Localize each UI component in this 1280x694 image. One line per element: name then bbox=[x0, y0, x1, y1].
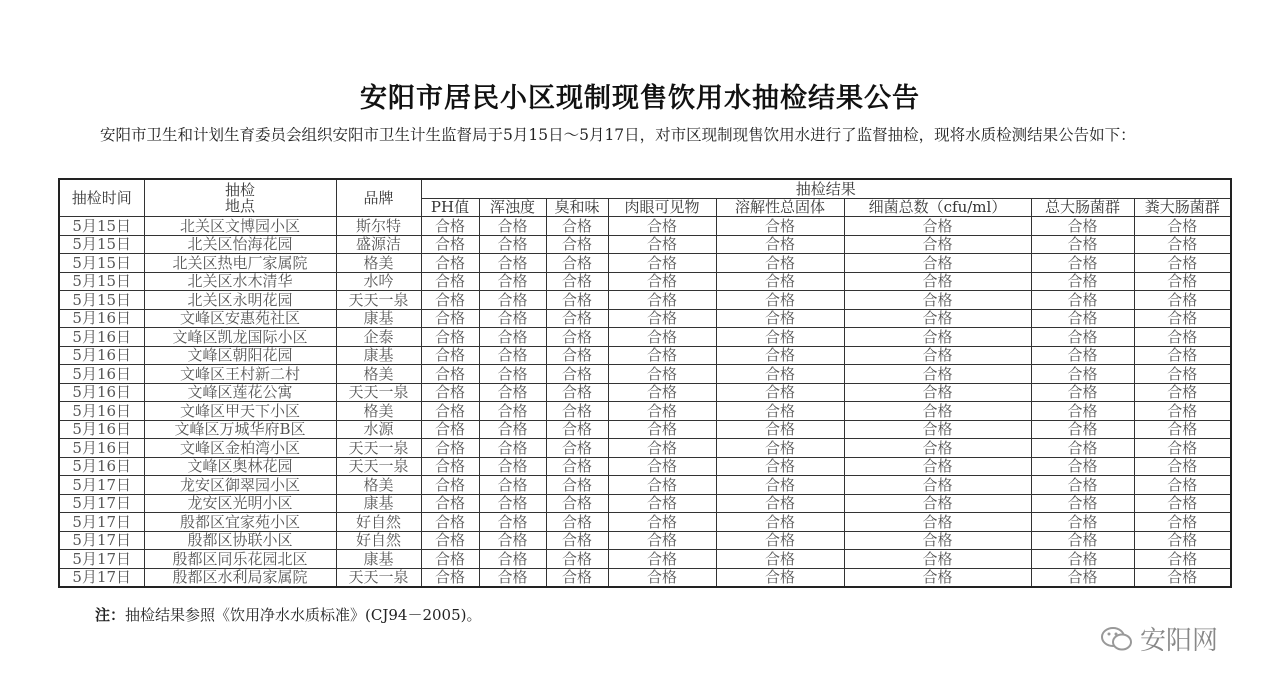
cell-date: 5月15日 bbox=[59, 254, 144, 273]
cell-result: 合格 bbox=[844, 420, 1031, 439]
header-item: 臭和味 bbox=[546, 198, 608, 217]
cell-result: 合格 bbox=[716, 272, 844, 291]
header-item: 浑浊度 bbox=[479, 198, 546, 217]
cell-result: 合格 bbox=[1031, 235, 1134, 254]
table-row bbox=[59, 383, 1231, 402]
cell-result: 合格 bbox=[479, 476, 546, 495]
table-row bbox=[59, 494, 1231, 513]
table-row bbox=[59, 439, 1231, 458]
cell-date: 5月16日 bbox=[59, 420, 144, 439]
cell-result: 合格 bbox=[1134, 309, 1231, 328]
cell-result: 合格 bbox=[1031, 328, 1134, 347]
cell-result: 合格 bbox=[421, 217, 479, 236]
cell-result: 合格 bbox=[716, 254, 844, 273]
cell-result: 合格 bbox=[479, 254, 546, 273]
cell-result: 合格 bbox=[421, 365, 479, 384]
cell-brand: 天天一泉 bbox=[336, 383, 421, 402]
cell-result: 合格 bbox=[421, 420, 479, 439]
table-row bbox=[59, 217, 1231, 236]
cell-result: 合格 bbox=[608, 346, 716, 365]
cell-result: 合格 bbox=[421, 328, 479, 347]
cell-result: 合格 bbox=[716, 513, 844, 532]
cell-place: 龙安区御翠园小区 bbox=[144, 476, 336, 495]
cell-place: 殷都区水利局家属院 bbox=[144, 568, 336, 587]
cell-result: 合格 bbox=[546, 291, 608, 310]
cell-result: 合格 bbox=[546, 235, 608, 254]
cell-result: 合格 bbox=[1031, 254, 1134, 273]
cell-result: 合格 bbox=[421, 383, 479, 402]
cell-date: 5月16日 bbox=[59, 328, 144, 347]
cell-brand: 康基 bbox=[336, 550, 421, 569]
cell-date: 5月15日 bbox=[59, 291, 144, 310]
cell-result: 合格 bbox=[608, 550, 716, 569]
cell-result: 合格 bbox=[844, 476, 1031, 495]
table-row bbox=[59, 235, 1231, 254]
cell-result: 合格 bbox=[716, 494, 844, 513]
cell-result: 合格 bbox=[421, 346, 479, 365]
cell-result: 合格 bbox=[546, 365, 608, 384]
cell-result: 合格 bbox=[716, 476, 844, 495]
cell-result: 合格 bbox=[1134, 254, 1231, 273]
cell-result: 合格 bbox=[1031, 365, 1134, 384]
cell-result: 合格 bbox=[1031, 457, 1134, 476]
cell-result: 合格 bbox=[546, 550, 608, 569]
cell-result: 合格 bbox=[716, 235, 844, 254]
cell-result: 合格 bbox=[1031, 513, 1134, 532]
cell-result: 合格 bbox=[421, 568, 479, 587]
cell-result: 合格 bbox=[608, 291, 716, 310]
cell-result: 合格 bbox=[716, 346, 844, 365]
cell-brand: 天天一泉 bbox=[336, 291, 421, 310]
cell-result: 合格 bbox=[546, 328, 608, 347]
cell-date: 5月16日 bbox=[59, 383, 144, 402]
cell-brand: 天天一泉 bbox=[336, 439, 421, 458]
cell-result: 合格 bbox=[844, 254, 1031, 273]
cell-result: 合格 bbox=[479, 383, 546, 402]
cell-brand: 水吟 bbox=[336, 272, 421, 291]
table-row bbox=[59, 291, 1231, 310]
watermark-text: 安阳网 bbox=[1140, 626, 1219, 656]
cell-brand: 盛源洁 bbox=[336, 235, 421, 254]
table-row bbox=[59, 457, 1231, 476]
cell-result: 合格 bbox=[479, 235, 546, 254]
cell-result: 合格 bbox=[546, 531, 608, 550]
cell-place: 殷都区协联小区 bbox=[144, 531, 336, 550]
cell-result: 合格 bbox=[546, 439, 608, 458]
header-time: 抽检时间 bbox=[59, 179, 144, 217]
cell-date: 5月17日 bbox=[59, 476, 144, 495]
cell-result: 合格 bbox=[421, 254, 479, 273]
cell-place: 文峰区甲天下小区 bbox=[144, 402, 336, 421]
cell-result: 合格 bbox=[844, 328, 1031, 347]
cell-result: 合格 bbox=[844, 531, 1031, 550]
cell-result: 合格 bbox=[1031, 383, 1134, 402]
cell-date: 5月16日 bbox=[59, 309, 144, 328]
cell-result: 合格 bbox=[479, 531, 546, 550]
cell-brand: 企泰 bbox=[336, 328, 421, 347]
table-row bbox=[59, 476, 1231, 495]
table-row bbox=[59, 550, 1231, 569]
cell-result: 合格 bbox=[479, 365, 546, 384]
cell-brand: 天天一泉 bbox=[336, 568, 421, 587]
cell-result: 合格 bbox=[1134, 365, 1231, 384]
cell-place: 文峰区凯龙国际小区 bbox=[144, 328, 336, 347]
cell-brand: 好自然 bbox=[336, 513, 421, 532]
table-row bbox=[59, 365, 1231, 384]
cell-result: 合格 bbox=[844, 365, 1031, 384]
cell-result: 合格 bbox=[608, 494, 716, 513]
table-row bbox=[59, 254, 1231, 273]
cell-result: 合格 bbox=[1031, 217, 1134, 236]
cell-place: 文峰区莲花公寓 bbox=[144, 383, 336, 402]
cell-result: 合格 bbox=[716, 439, 844, 458]
cell-result: 合格 bbox=[546, 420, 608, 439]
cell-brand: 格美 bbox=[336, 365, 421, 384]
cell-result: 合格 bbox=[1031, 309, 1134, 328]
cell-result: 合格 bbox=[716, 328, 844, 347]
cell-result: 合格 bbox=[1031, 476, 1134, 495]
cell-result: 合格 bbox=[421, 309, 479, 328]
table-row bbox=[59, 309, 1231, 328]
cell-result: 合格 bbox=[608, 402, 716, 421]
header-item: 细菌总数（cfu/ml） bbox=[844, 198, 1031, 217]
table-row bbox=[59, 272, 1231, 291]
cell-result: 合格 bbox=[1134, 550, 1231, 569]
cell-result: 合格 bbox=[844, 217, 1031, 236]
intro-paragraph: 安阳市卫生和计划生育委员会组织安阳市卫生计生监督局于5月15日～5月17日，对市区现制现售饮用水进行了监督抽检，现将水质检测结果公告如下： bbox=[100, 126, 1136, 144]
cell-place: 北关区水木清华 bbox=[144, 272, 336, 291]
cell-result: 合格 bbox=[1134, 494, 1231, 513]
cell-result: 合格 bbox=[479, 402, 546, 421]
cell-result: 合格 bbox=[1031, 439, 1134, 458]
cell-result: 合格 bbox=[608, 513, 716, 532]
cell-result: 合格 bbox=[1134, 457, 1231, 476]
cell-result: 合格 bbox=[1031, 568, 1134, 587]
cell-result: 合格 bbox=[1031, 291, 1134, 310]
cell-brand: 水源 bbox=[336, 420, 421, 439]
cell-result: 合格 bbox=[608, 272, 716, 291]
header-item: 溶解性总固体 bbox=[716, 198, 844, 217]
cell-result: 合格 bbox=[716, 568, 844, 587]
cell-result: 合格 bbox=[546, 457, 608, 476]
cell-result: 合格 bbox=[546, 217, 608, 236]
cell-date: 5月16日 bbox=[59, 439, 144, 458]
cell-result: 合格 bbox=[1134, 217, 1231, 236]
cell-place: 北关区文博园小区 bbox=[144, 217, 336, 236]
table-row bbox=[59, 328, 1231, 347]
cell-result: 合格 bbox=[421, 457, 479, 476]
cell-brand: 格美 bbox=[336, 402, 421, 421]
cell-brand: 康基 bbox=[336, 346, 421, 365]
cell-result: 合格 bbox=[608, 420, 716, 439]
cell-result: 合格 bbox=[1134, 346, 1231, 365]
cell-result: 合格 bbox=[608, 568, 716, 587]
cell-result: 合格 bbox=[479, 513, 546, 532]
cell-place: 北关区永明花园 bbox=[144, 291, 336, 310]
cell-result: 合格 bbox=[546, 254, 608, 273]
cell-result: 合格 bbox=[844, 383, 1031, 402]
cell-place: 殷都区同乐花园北区 bbox=[144, 550, 336, 569]
cell-brand: 康基 bbox=[336, 309, 421, 328]
cell-result: 合格 bbox=[716, 550, 844, 569]
cell-result: 合格 bbox=[1031, 494, 1134, 513]
cell-result: 合格 bbox=[844, 291, 1031, 310]
cell-result: 合格 bbox=[844, 550, 1031, 569]
cell-result: 合格 bbox=[546, 568, 608, 587]
cell-result: 合格 bbox=[546, 513, 608, 532]
cell-result: 合格 bbox=[479, 420, 546, 439]
cell-result: 合格 bbox=[479, 291, 546, 310]
cell-result: 合格 bbox=[1134, 328, 1231, 347]
cell-result: 合格 bbox=[546, 383, 608, 402]
cell-place: 文峰区万城华府B区 bbox=[144, 420, 336, 439]
page-title: 安阳市居民小区现制现售饮用水抽检结果公告 bbox=[360, 83, 920, 114]
cell-result: 合格 bbox=[1134, 568, 1231, 587]
cell-result: 合格 bbox=[844, 402, 1031, 421]
cell-result: 合格 bbox=[608, 365, 716, 384]
footnote-text: 抽检结果参照《饮用净水水质标准》(CJ94－2005)。 bbox=[125, 606, 482, 624]
cell-date: 5月15日 bbox=[59, 272, 144, 291]
cell-result: 合格 bbox=[844, 494, 1031, 513]
cell-result: 合格 bbox=[608, 439, 716, 458]
cell-result: 合格 bbox=[1134, 420, 1231, 439]
cell-place: 文峰区奥林花园 bbox=[144, 457, 336, 476]
cell-result: 合格 bbox=[546, 494, 608, 513]
footnote-label: 注： bbox=[95, 606, 126, 624]
table-row bbox=[59, 568, 1231, 587]
table-row bbox=[59, 402, 1231, 421]
cell-result: 合格 bbox=[1134, 383, 1231, 402]
cell-result: 合格 bbox=[716, 531, 844, 550]
cell-result: 合格 bbox=[844, 309, 1031, 328]
cell-place: 文峰区王村新二村 bbox=[144, 365, 336, 384]
watermark bbox=[1100, 620, 1218, 657]
cell-result: 合格 bbox=[844, 457, 1031, 476]
table-row bbox=[59, 420, 1231, 439]
cell-result: 合格 bbox=[1134, 291, 1231, 310]
footnote bbox=[95, 604, 481, 625]
cell-result: 合格 bbox=[479, 568, 546, 587]
cell-result: 合格 bbox=[716, 217, 844, 236]
cell-result: 合格 bbox=[608, 476, 716, 495]
cell-result: 合格 bbox=[844, 439, 1031, 458]
cell-result: 合格 bbox=[421, 439, 479, 458]
cell-place: 文峰区安惠苑社区 bbox=[144, 309, 336, 328]
cell-result: 合格 bbox=[421, 476, 479, 495]
cell-date: 5月16日 bbox=[59, 457, 144, 476]
cell-result: 合格 bbox=[1031, 402, 1134, 421]
cell-result: 合格 bbox=[608, 457, 716, 476]
header-results: 抽检结果 bbox=[421, 179, 1231, 198]
cell-date: 5月17日 bbox=[59, 494, 144, 513]
cell-place: 文峰区金柏湾小区 bbox=[144, 439, 336, 458]
cell-result: 合格 bbox=[1031, 272, 1134, 291]
cell-result: 合格 bbox=[1031, 550, 1134, 569]
cell-result: 合格 bbox=[844, 235, 1031, 254]
cell-result: 合格 bbox=[716, 291, 844, 310]
cell-brand: 格美 bbox=[336, 476, 421, 495]
cell-date: 5月17日 bbox=[59, 531, 144, 550]
cell-brand: 斯尔特 bbox=[336, 217, 421, 236]
cell-result: 合格 bbox=[608, 328, 716, 347]
cell-result: 合格 bbox=[546, 272, 608, 291]
cell-result: 合格 bbox=[1134, 513, 1231, 532]
cell-result: 合格 bbox=[421, 531, 479, 550]
cell-result: 合格 bbox=[1031, 346, 1134, 365]
cell-result: 合格 bbox=[608, 254, 716, 273]
cell-result: 合格 bbox=[546, 309, 608, 328]
cell-date: 5月15日 bbox=[59, 235, 144, 254]
cell-result: 合格 bbox=[608, 235, 716, 254]
cell-result: 合格 bbox=[421, 272, 479, 291]
cell-result: 合格 bbox=[479, 217, 546, 236]
cell-result: 合格 bbox=[421, 513, 479, 532]
cell-result: 合格 bbox=[1134, 272, 1231, 291]
cell-date: 5月17日 bbox=[59, 550, 144, 569]
cell-result: 合格 bbox=[1134, 439, 1231, 458]
cell-result: 合格 bbox=[421, 494, 479, 513]
cell-place: 殷都区宜家苑小区 bbox=[144, 513, 336, 532]
table-row bbox=[59, 531, 1231, 550]
cell-result: 合格 bbox=[1031, 420, 1134, 439]
header-item: PH值 bbox=[421, 198, 479, 217]
cell-date: 5月16日 bbox=[59, 346, 144, 365]
cell-date: 5月15日 bbox=[59, 217, 144, 236]
cell-brand: 格美 bbox=[336, 254, 421, 273]
cell-result: 合格 bbox=[1031, 531, 1134, 550]
header-item: 肉眼可见物 bbox=[608, 198, 716, 217]
cell-result: 合格 bbox=[421, 235, 479, 254]
cell-result: 合格 bbox=[546, 476, 608, 495]
cell-result: 合格 bbox=[608, 309, 716, 328]
cell-result: 合格 bbox=[1134, 402, 1231, 421]
cell-date: 5月16日 bbox=[59, 365, 144, 384]
cell-result: 合格 bbox=[479, 457, 546, 476]
cell-date: 5月17日 bbox=[59, 568, 144, 587]
cell-result: 合格 bbox=[479, 328, 546, 347]
cell-place: 北关区热电厂家属院 bbox=[144, 254, 336, 273]
cell-result: 合格 bbox=[479, 550, 546, 569]
cell-result: 合格 bbox=[608, 217, 716, 236]
cell-place: 北关区怡海花园 bbox=[144, 235, 336, 254]
cell-result: 合格 bbox=[844, 346, 1031, 365]
header-item: 粪大肠菌群 bbox=[1134, 198, 1231, 217]
cell-result: 合格 bbox=[479, 309, 546, 328]
results-table bbox=[58, 178, 1232, 588]
header-place: 抽检地点 bbox=[144, 179, 336, 217]
cell-result: 合格 bbox=[716, 402, 844, 421]
cell-result: 合格 bbox=[546, 346, 608, 365]
cell-place: 文峰区朝阳花园 bbox=[144, 346, 336, 365]
cell-result: 合格 bbox=[844, 568, 1031, 587]
cell-result: 合格 bbox=[479, 272, 546, 291]
cell-result: 合格 bbox=[546, 402, 608, 421]
cell-result: 合格 bbox=[1134, 476, 1231, 495]
table-row bbox=[59, 513, 1231, 532]
cell-result: 合格 bbox=[479, 439, 546, 458]
cell-brand: 天天一泉 bbox=[336, 457, 421, 476]
cell-result: 合格 bbox=[844, 272, 1031, 291]
cell-result: 合格 bbox=[421, 291, 479, 310]
cell-date: 5月16日 bbox=[59, 402, 144, 421]
cell-result: 合格 bbox=[608, 383, 716, 402]
cell-place: 龙安区光明小区 bbox=[144, 494, 336, 513]
cell-date: 5月17日 bbox=[59, 513, 144, 532]
header-brand: 品牌 bbox=[336, 179, 421, 217]
header-item: 总大肠菌群 bbox=[1031, 198, 1134, 217]
cell-brand: 好自然 bbox=[336, 531, 421, 550]
cell-result: 合格 bbox=[421, 402, 479, 421]
cell-result: 合格 bbox=[479, 346, 546, 365]
cell-brand: 康基 bbox=[336, 494, 421, 513]
cell-result: 合格 bbox=[716, 420, 844, 439]
cell-result: 合格 bbox=[716, 309, 844, 328]
cell-result: 合格 bbox=[1134, 531, 1231, 550]
cell-result: 合格 bbox=[716, 365, 844, 384]
cell-result: 合格 bbox=[421, 550, 479, 569]
cell-result: 合格 bbox=[716, 383, 844, 402]
cell-result: 合格 bbox=[844, 513, 1031, 532]
cell-result: 合格 bbox=[1134, 235, 1231, 254]
cell-result: 合格 bbox=[479, 494, 546, 513]
table-row bbox=[59, 346, 1231, 365]
wechat-icon bbox=[1100, 625, 1134, 653]
cell-result: 合格 bbox=[716, 457, 844, 476]
cell-result: 合格 bbox=[608, 531, 716, 550]
